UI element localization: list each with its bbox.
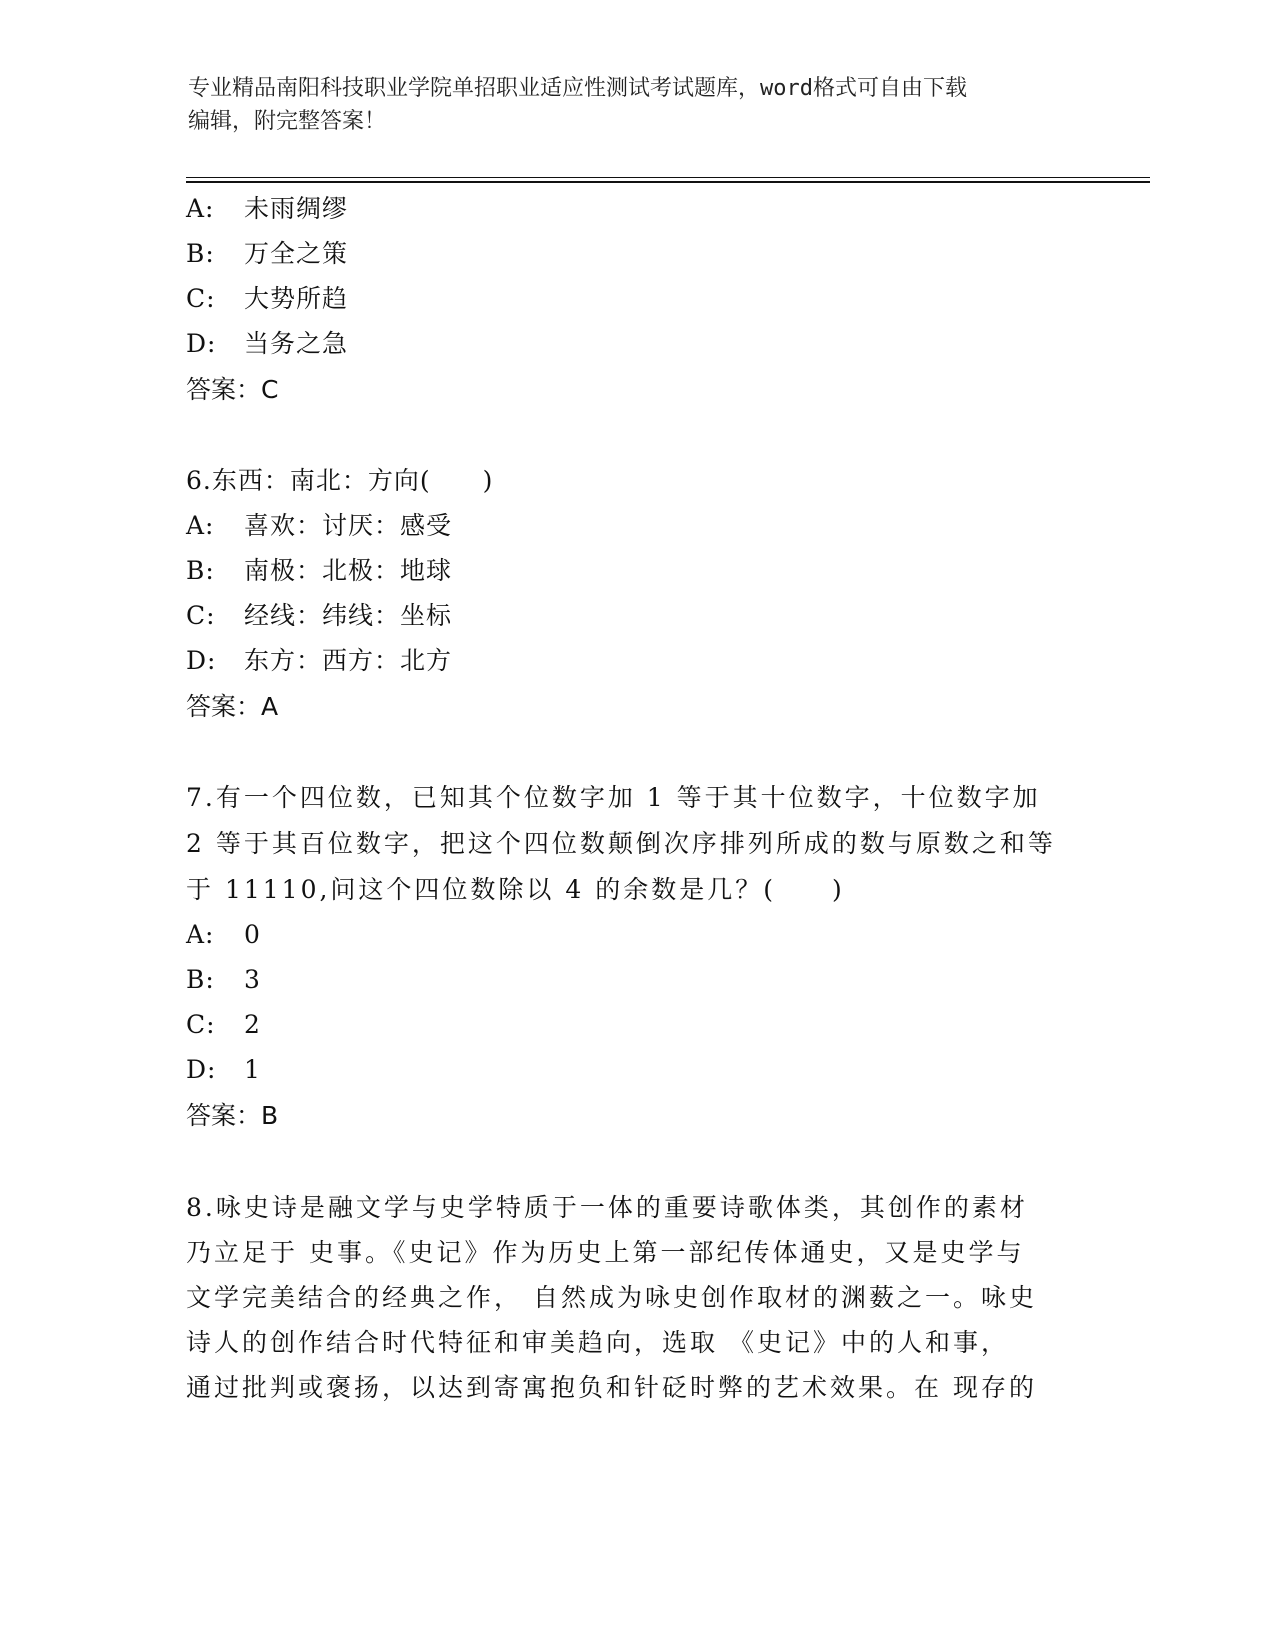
option-text: 未雨绸缪: [244, 194, 349, 223]
q8-stem-line-4: 诗人的创作结合时代特征和审美趋向，选取 《史记》中的人和事，: [186, 1328, 1009, 1357]
option-letter: A:: [186, 920, 215, 949]
q5-answer: 答案：C: [186, 375, 279, 404]
option-text: 2: [244, 1010, 261, 1039]
q7-stem-line-3: 于 11110,问这个四位数除以 4 的余数是几？( ): [186, 875, 845, 904]
option-letter: B:: [186, 556, 215, 585]
q6-answer: 答案：A: [186, 692, 279, 721]
option-text: 万全之策: [244, 239, 349, 268]
q8-stem-line-1: 8.咏史诗是融文学与史学特质于一体的重要诗歌体类，其创作的素材: [186, 1193, 1028, 1222]
option-text: 喜欢：讨厌：感受: [244, 511, 453, 540]
option-text: 当务之急: [244, 329, 349, 358]
q6-option-a: [186, 511, 452, 541]
option-text: 1: [244, 1055, 261, 1084]
q6-option-d: [186, 646, 452, 676]
q8-stem-line-5: 通过批判或褒扬，以达到寄寓抱负和针砭时弊的艺术效果。在 现存的: [186, 1373, 1037, 1402]
option-letter: C:: [186, 284, 216, 313]
option-text: 0: [244, 920, 261, 949]
header-line-1: 专业精品南阳科技职业学院单招职业适应性测试考试题库，word格式可自由下载: [188, 76, 967, 101]
q7-stem-line-1: 7.有一个四位数，已知其个位数字加 1 等于其十位数字，十位数字加: [186, 783, 1041, 812]
q8-stem-line-3: 文学完美结合的经典之作， 自然成为咏史创作取材的渊薮之一。咏史: [186, 1283, 1037, 1312]
q7-answer: 答案：B: [186, 1101, 279, 1130]
q5-option-d: [186, 329, 348, 359]
q7-option-c: [186, 1010, 261, 1040]
option-letter: B:: [186, 239, 215, 268]
q7-option-d: [186, 1055, 261, 1085]
option-letter: C:: [186, 601, 216, 630]
document-header: [188, 72, 1088, 138]
q7-option-a: [186, 920, 261, 950]
option-text: 大势所趋: [244, 284, 349, 313]
q6-stem: 6.东西：南北：方向( ): [186, 466, 494, 495]
q6-option-c: [186, 601, 452, 631]
q5-option-b: [186, 239, 348, 269]
option-text: 3: [244, 965, 261, 994]
q5-option-a: [186, 194, 348, 224]
option-letter: D:: [186, 329, 217, 358]
q5-option-c: [186, 284, 348, 314]
q7-stem-line-2: 2 等于其百位数字，把这个四位数颠倒次序排列所成的数与原数之和等: [186, 829, 1056, 858]
option-text: 经线：纬线：坐标: [244, 601, 453, 630]
option-letter: D:: [186, 1055, 217, 1084]
option-text: 南极：北极：地球: [244, 556, 453, 585]
option-letter: C:: [186, 1010, 216, 1039]
q6-option-b: [186, 556, 452, 586]
option-letter: A:: [186, 511, 215, 540]
option-letter: D:: [186, 646, 217, 675]
header-divider: [186, 177, 1150, 183]
q7-option-b: [186, 965, 261, 995]
option-text: 东方：西方：北方: [244, 646, 453, 675]
option-letter: B:: [186, 965, 215, 994]
header-line-2: 编辑，附完整答案！: [188, 109, 387, 134]
option-letter: A:: [186, 194, 215, 223]
q8-stem-line-2: 乃立足于 史事。《史记》作为历史上第一部纪传体通史，又是史学与: [186, 1238, 1025, 1267]
